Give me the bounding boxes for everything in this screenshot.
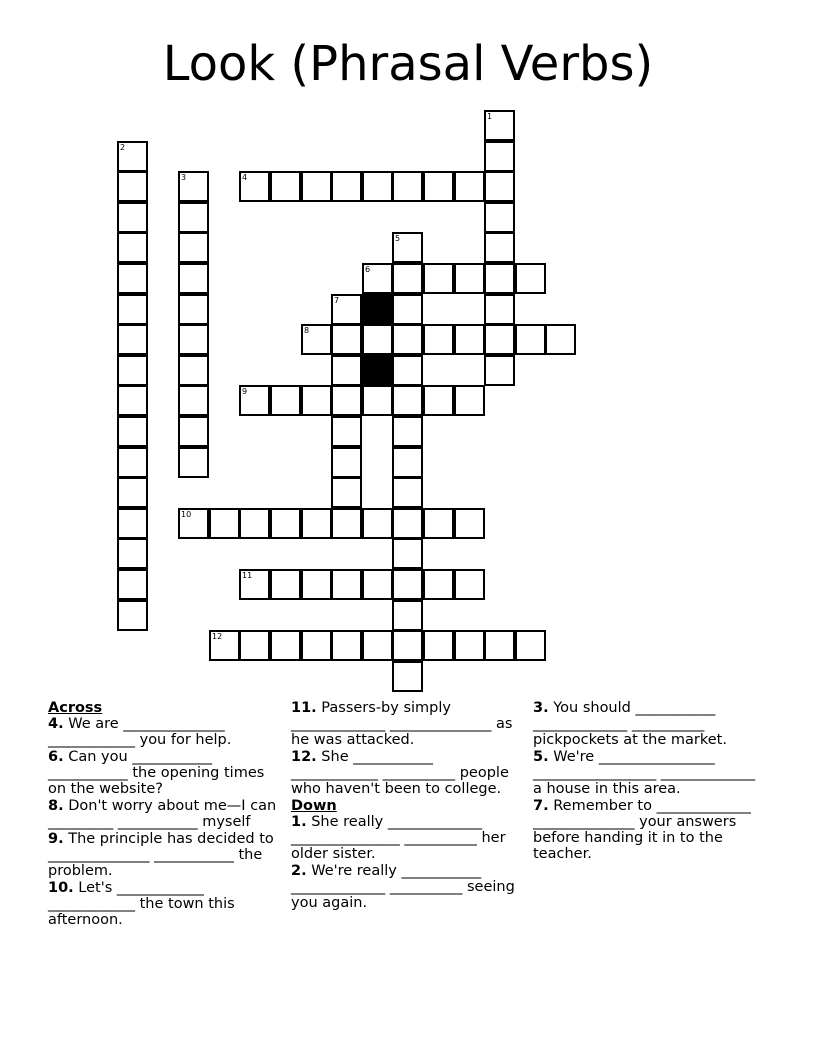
clue-number-label: 10: [181, 510, 192, 519]
clue-number-label: 11: [242, 571, 253, 580]
crossword-cell[interactable]: [117, 355, 148, 386]
crossword-cell[interactable]: [239, 385, 270, 416]
crossword-cell[interactable]: [392, 661, 423, 692]
crossword-cell[interactable]: [392, 477, 423, 508]
clue-across-12: [291, 749, 516, 797]
crossword-cell[interactable]: [270, 171, 301, 202]
crossword-cell[interactable]: [484, 171, 515, 202]
crossword-cell[interactable]: [331, 324, 362, 355]
crossword-cell[interactable]: [178, 447, 209, 478]
crossword-cell[interactable]: [484, 263, 515, 294]
crossword-cell[interactable]: [301, 508, 332, 539]
clue-number: 10.: [48, 880, 74, 896]
crossword-cell[interactable]: [178, 324, 209, 355]
crossword-cell[interactable]: [301, 324, 332, 355]
crossword-cell[interactable]: [117, 416, 148, 447]
crossword-cell[interactable]: [392, 294, 423, 325]
clue-across-10: [48, 880, 283, 928]
crossword-cell[interactable]: [178, 263, 209, 294]
clue-number: 9.: [48, 831, 64, 847]
crossword-cell[interactable]: [331, 630, 362, 661]
down-heading: Down: [291, 798, 337, 814]
clue-number: 3.: [533, 700, 549, 716]
clue-text: Don't worry about me—I can _________ ___________ myself: [48, 798, 277, 830]
crossword-cell[interactable]: [117, 294, 148, 325]
crossword-cell[interactable]: [178, 232, 209, 263]
clue-text: The principle has decided to ______________ ___________ the problem.: [48, 831, 274, 879]
clue-number: 11.: [291, 700, 317, 716]
crossword-cell[interactable]: [117, 141, 148, 172]
clue-down-1: [291, 814, 516, 862]
clue-number-label: 12: [212, 632, 223, 641]
clues-column-1: [48, 700, 283, 929]
crossword-cell[interactable]: [270, 630, 301, 661]
crossword-cell[interactable]: [331, 477, 362, 508]
page-title: Look (Phrasal Verbs): [162, 36, 654, 92]
crossword-cell[interactable]: [423, 263, 454, 294]
crossword-cell[interactable]: [331, 171, 362, 202]
crossword-cell[interactable]: [392, 569, 423, 600]
clue-text: Remember to _____________ ______________ your answers before handing it in to the teacher.: [533, 798, 751, 862]
crossword-cell[interactable]: [331, 355, 362, 386]
crossword-cell[interactable]: [239, 630, 270, 661]
crossword-cell[interactable]: [178, 171, 209, 202]
crossword-cell[interactable]: [270, 385, 301, 416]
crossword-cell[interactable]: [484, 630, 515, 661]
crossword-cell[interactable]: [301, 630, 332, 661]
crossword-cell[interactable]: [484, 202, 515, 233]
clue-number: 6.: [48, 749, 64, 765]
crossword-cell[interactable]: [484, 232, 515, 263]
crossword-cell[interactable]: [423, 171, 454, 202]
crossword-cell[interactable]: [423, 385, 454, 416]
crossword-cell[interactable]: [178, 202, 209, 233]
crossword-cell[interactable]: [454, 508, 485, 539]
crossword-cell[interactable]: [484, 324, 515, 355]
clue-number-label: 9: [242, 387, 248, 396]
crossword-cell[interactable]: [117, 263, 148, 294]
crossword-cell[interactable]: [209, 630, 240, 661]
clue-across-6: [48, 749, 283, 797]
crossword-cell[interactable]: [117, 232, 148, 263]
clue-across-9: [48, 831, 283, 879]
clue-across-11: [291, 700, 516, 748]
crossword-cell[interactable]: [545, 324, 576, 355]
crossword-cell[interactable]: [362, 171, 393, 202]
crossword-cell[interactable]: [301, 385, 332, 416]
crossword-cell[interactable]: [117, 600, 148, 631]
clue-number-label: 8: [304, 326, 310, 335]
crossword-cell[interactable]: [515, 324, 546, 355]
crossword-cell[interactable]: [117, 171, 148, 202]
clue-down-3: [533, 700, 768, 748]
crossword-cell[interactable]: [301, 171, 332, 202]
crossword-cell[interactable]: [454, 324, 485, 355]
crossword-cell[interactable]: [515, 630, 546, 661]
crossword-cell[interactable]: [454, 263, 485, 294]
clue-down-2: [291, 863, 516, 911]
clue-text: We are ______________ ____________ you for help.: [48, 716, 232, 748]
crossword-cell[interactable]: [392, 447, 423, 478]
crossword-cell[interactable]: [423, 324, 454, 355]
clue-text: We're ________________ _________________ _____________ a house in this area.: [533, 749, 756, 797]
clue-number: 1.: [291, 814, 307, 830]
clue-number-label: 1: [487, 112, 493, 121]
crossword-cell[interactable]: [117, 385, 148, 416]
crossword-cell[interactable]: [301, 569, 332, 600]
crossword-cell[interactable]: [239, 569, 270, 600]
clue-text: Passers-by simply _____________ ______________ as he was attacked.: [291, 700, 513, 748]
clue-text: We're really ___________ _____________ __________ seeing you again.: [291, 863, 515, 911]
crossword-cell[interactable]: [117, 324, 148, 355]
crossword-block-cell: [362, 294, 393, 325]
crossword-cell[interactable]: [331, 508, 362, 539]
crossword-cell[interactable]: [331, 385, 362, 416]
crossword-cell[interactable]: [239, 171, 270, 202]
crossword-cell[interactable]: [484, 141, 515, 172]
crossword-cell[interactable]: [362, 385, 393, 416]
clue-down-7: [533, 798, 768, 862]
crossword-cell[interactable]: [117, 447, 148, 478]
crossword-cell[interactable]: [392, 630, 423, 661]
clue-text: Can you ___________ ___________ the opening times on the website?: [48, 749, 265, 797]
crossword-block-cell: [362, 355, 393, 386]
crossword-cell[interactable]: [331, 416, 362, 447]
crossword-cell[interactable]: [270, 569, 301, 600]
crossword-cell[interactable]: [454, 171, 485, 202]
clue-number-label: 5: [395, 234, 401, 243]
clue-text: She ___________ ____________ __________ people who haven't been to college.: [291, 749, 509, 797]
crossword-cell[interactable]: [392, 508, 423, 539]
crossword-cell[interactable]: [239, 508, 270, 539]
clue-number-label: 4: [242, 173, 248, 182]
crossword-cell[interactable]: [392, 355, 423, 386]
clue-text: She really _____________ _______________ __________ her older sister.: [291, 814, 506, 862]
clue-across-8: [48, 798, 283, 830]
crossword-cell[interactable]: [392, 232, 423, 263]
clue-number-label: 6: [365, 265, 371, 274]
crossword-cell[interactable]: [117, 508, 148, 539]
clue-number-label: 2: [120, 143, 126, 152]
crossword-cell[interactable]: [423, 569, 454, 600]
crossword-cell[interactable]: [362, 508, 393, 539]
clue-number-label: 3: [181, 173, 187, 182]
crossword-cell[interactable]: [484, 294, 515, 325]
clue-text: You should ___________ _____________ __________ pickpockets at the market.: [533, 700, 727, 748]
clue-number: 7.: [533, 798, 549, 814]
crossword-cell[interactable]: [392, 324, 423, 355]
crossword-cell[interactable]: [331, 294, 362, 325]
clues-column-3: [533, 700, 768, 863]
crossword-cell[interactable]: [454, 630, 485, 661]
crossword-cell[interactable]: [362, 263, 393, 294]
crossword-cell[interactable]: [392, 385, 423, 416]
crossword-cell[interactable]: [178, 294, 209, 325]
crossword-cell[interactable]: [515, 263, 546, 294]
clue-number: 5.: [533, 749, 549, 765]
crossword-cell[interactable]: [362, 324, 393, 355]
crossword-cell[interactable]: [117, 538, 148, 569]
crossword-cell[interactable]: [423, 508, 454, 539]
crossword-cell[interactable]: [362, 569, 393, 600]
clues-column-2: [291, 700, 516, 912]
crossword-cell[interactable]: [454, 385, 485, 416]
crossword-cell[interactable]: [454, 569, 485, 600]
clue-number: 2.: [291, 863, 307, 879]
crossword-cell[interactable]: [484, 110, 515, 141]
crossword-cell[interactable]: [209, 508, 240, 539]
crossword-cell[interactable]: [392, 263, 423, 294]
crossword-cell[interactable]: [392, 416, 423, 447]
crossword-cell[interactable]: [423, 630, 454, 661]
crossword-cell[interactable]: [484, 355, 515, 386]
crossword-cell[interactable]: [392, 171, 423, 202]
crossword-cell[interactable]: [117, 569, 148, 600]
crossword-cell[interactable]: [331, 447, 362, 478]
clue-down-5: [533, 749, 768, 797]
crossword-cell[interactable]: [178, 385, 209, 416]
clue-number: 12.: [291, 749, 317, 765]
clue-number: 8.: [48, 798, 64, 814]
crossword-cell[interactable]: [331, 569, 362, 600]
crossword-cell[interactable]: [392, 600, 423, 631]
crossword-cell[interactable]: [178, 416, 209, 447]
clue-number: 4.: [48, 716, 64, 732]
crossword-cell[interactable]: [362, 630, 393, 661]
crossword-cell[interactable]: [392, 538, 423, 569]
clue-text: Let's ____________ ____________ the town this afternoon.: [48, 880, 235, 928]
clue-across-4: [48, 716, 283, 748]
crossword-cell[interactable]: [178, 355, 209, 386]
crossword-cell[interactable]: [117, 202, 148, 233]
crossword-cell[interactable]: [178, 508, 209, 539]
across-heading: Across: [48, 700, 103, 716]
crossword-cell[interactable]: [270, 508, 301, 539]
clue-number-label: 7: [334, 296, 340, 305]
crossword-cell[interactable]: [117, 477, 148, 508]
